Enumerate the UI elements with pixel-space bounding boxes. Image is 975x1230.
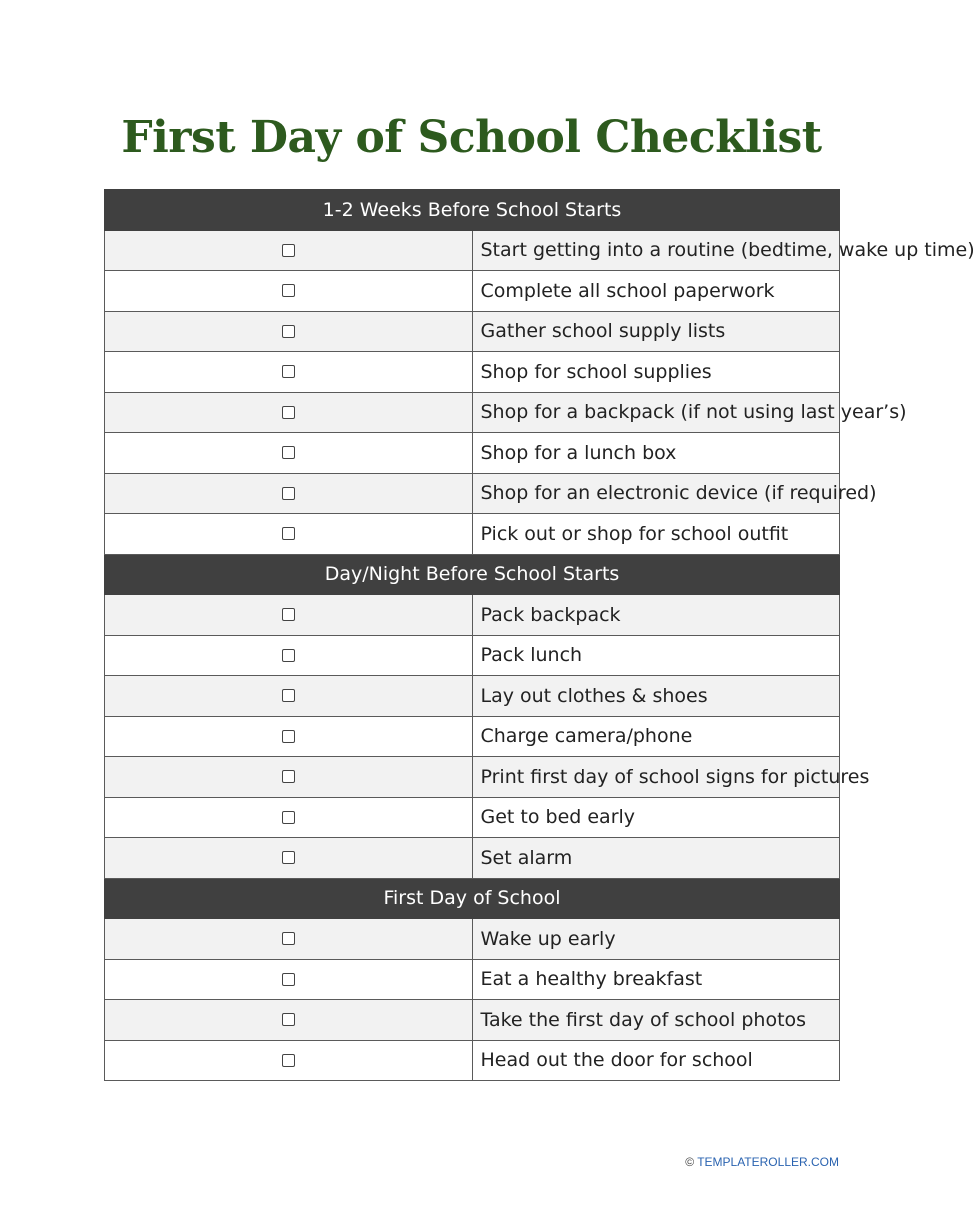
checklist-row <box>105 959 840 1000</box>
checklist-item-label: Take the first day of school photos <box>472 1000 840 1041</box>
checklist-item-label: Eat a healthy breakfast <box>472 959 840 1000</box>
checklist-item-label: Get to bed early <box>472 797 840 838</box>
checkbox-cell <box>105 230 473 271</box>
checklist-item-label: Shop for school supplies <box>472 352 840 393</box>
checklist-row <box>105 716 840 757</box>
checkbox-cell <box>105 514 473 555</box>
section-header <box>105 878 840 919</box>
checklist-item-label: Gather school supply lists <box>472 311 840 352</box>
checkbox[interactable] <box>282 851 295 864</box>
checklist-item-label: Wake up early <box>472 919 840 960</box>
checkbox-cell <box>105 676 473 717</box>
checklist-row <box>105 1040 840 1081</box>
checklist-row <box>105 352 840 393</box>
checkbox-cell <box>105 716 473 757</box>
checkbox-cell <box>105 433 473 474</box>
section-header-label: First Day of School <box>105 878 840 919</box>
checklist-row <box>105 514 840 555</box>
checklist-item-label: Pick out or shop for school outfit <box>472 514 840 555</box>
checklist-item-label: Pack backpack <box>472 595 840 636</box>
checkbox[interactable] <box>282 973 295 986</box>
section-header <box>105 554 840 595</box>
checkbox-cell <box>105 1000 473 1041</box>
checklist-row <box>105 838 840 879</box>
section-header <box>105 190 840 231</box>
checkbox[interactable] <box>282 446 295 459</box>
checkbox[interactable] <box>282 325 295 338</box>
checkbox-cell <box>105 757 473 798</box>
footer-credit <box>685 1155 839 1169</box>
checklist-item-label: Start getting into a routine (bedtime, wake up time) <box>472 230 840 271</box>
checklist-item-label: Lay out clothes & shoes <box>472 676 840 717</box>
checklist-row <box>105 635 840 676</box>
checklist-row <box>105 392 840 433</box>
checkbox[interactable] <box>282 689 295 702</box>
checkbox-cell <box>105 635 473 676</box>
checkbox[interactable] <box>282 730 295 743</box>
checkbox[interactable] <box>282 487 295 500</box>
checkbox[interactable] <box>282 244 295 257</box>
footer-brand-link[interactable]: TEMPLATEROLLER.COM <box>697 1155 839 1169</box>
checkbox[interactable] <box>282 770 295 783</box>
checklist-table <box>104 189 975 1081</box>
checkbox[interactable] <box>282 932 295 945</box>
checklist-item-label: Pack lunch <box>472 635 840 676</box>
checkbox[interactable] <box>282 1013 295 1026</box>
checkbox[interactable] <box>282 1054 295 1067</box>
checkbox[interactable] <box>282 406 295 419</box>
checkbox-cell <box>105 595 473 636</box>
checklist-row <box>105 797 840 838</box>
checkbox[interactable] <box>282 608 295 621</box>
page-title: First Day of School Checklist <box>121 112 822 163</box>
checklist-item-label: Set alarm <box>472 838 840 879</box>
checklist-row <box>105 595 840 636</box>
checklist-row <box>105 311 840 352</box>
checkbox[interactable] <box>282 811 295 824</box>
checkbox-cell <box>105 797 473 838</box>
checkbox-cell <box>105 1040 473 1081</box>
checkbox-cell <box>105 271 473 312</box>
copyright-symbol: © <box>685 1155 695 1169</box>
checkbox-cell <box>105 392 473 433</box>
checkbox-cell <box>105 838 473 879</box>
checkbox[interactable] <box>282 527 295 540</box>
checklist-row <box>105 433 840 474</box>
checkbox-cell <box>105 473 473 514</box>
checklist-item-label: Print first day of school signs for pictures <box>472 757 840 798</box>
checkbox[interactable] <box>282 284 295 297</box>
checklist-item-label: Shop for a lunch box <box>472 433 840 474</box>
section-header-label: Day/Night Before School Starts <box>105 554 840 595</box>
checklist-row <box>105 271 840 312</box>
checkbox-cell <box>105 352 473 393</box>
checkbox[interactable] <box>282 649 295 662</box>
checkbox-cell <box>105 919 473 960</box>
checklist-row <box>105 919 840 960</box>
checklist-item-label: Shop for an electronic device (if required) <box>472 473 840 514</box>
checklist-row <box>105 757 840 798</box>
checklist-row <box>105 473 840 514</box>
checklist-item-label: Shop for a backpack (if not using last year’s) <box>472 392 840 433</box>
checkbox[interactable] <box>282 365 295 378</box>
checklist-row <box>105 230 840 271</box>
checkbox-cell <box>105 959 473 1000</box>
section-header-label: 1-2 Weeks Before School Starts <box>105 190 840 231</box>
checklist-item-label: Head out the door for school <box>472 1040 840 1081</box>
checklist-row <box>105 676 840 717</box>
checklist-item-label: Complete all school paperwork <box>472 271 840 312</box>
checkbox-cell <box>105 311 473 352</box>
checklist-row <box>105 1000 840 1041</box>
checklist-item-label: Charge camera/phone <box>472 716 840 757</box>
